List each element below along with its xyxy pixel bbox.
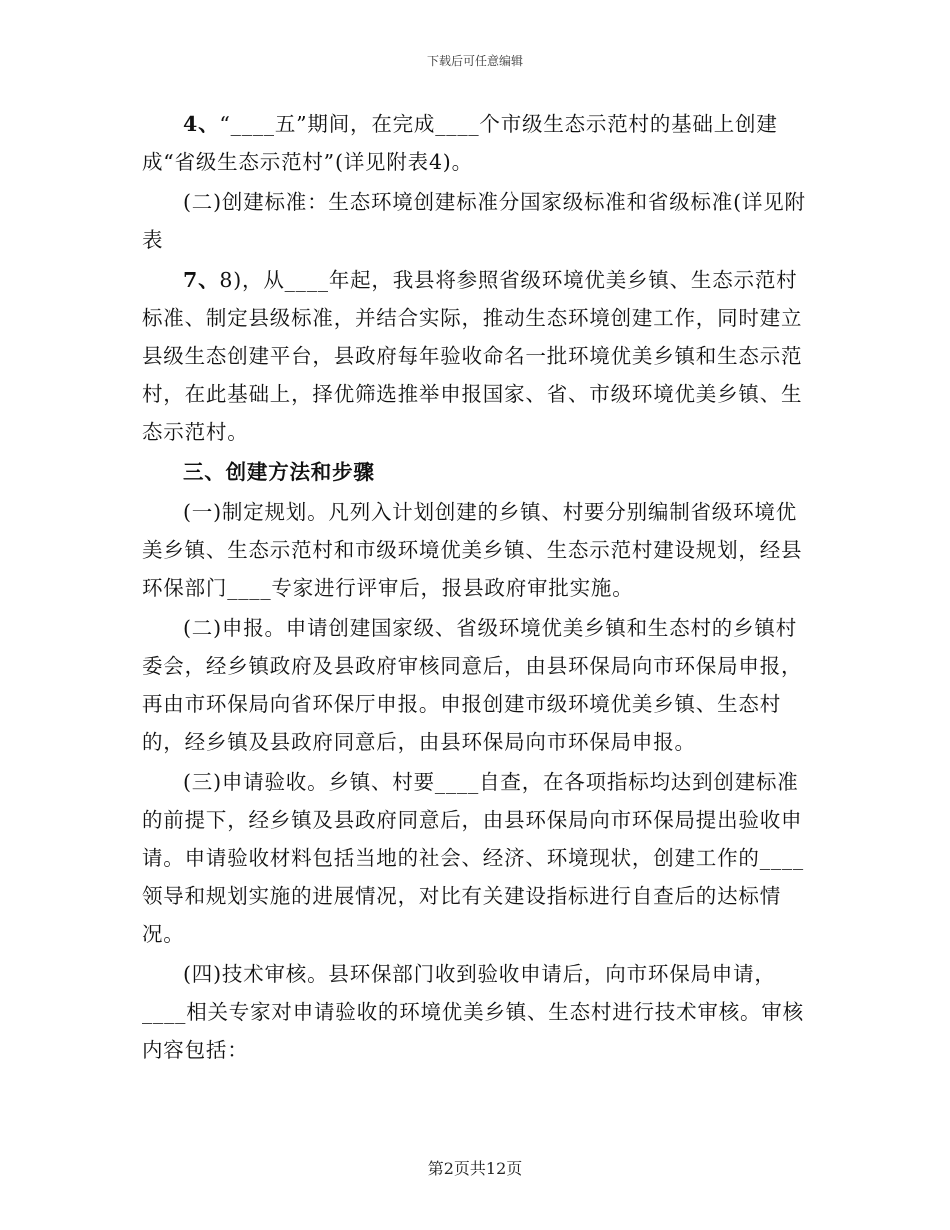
paragraph-county-standards [142,261,810,451]
paragraph-text: (一)制定规划。凡列入计划创建的乡镇、村要分别编制省级环境优美乡镇、生态示范村和市级环境优美乡镇、生态示范村建设规划，经县环保部门____专家进行评审后，报县政府审批实施。 [142,500,803,600]
paragraph-text: (三)申请验收。乡镇、村要____自查，在各项指标均达到创建标准的前提下，经乡镇及县政府同意后，由县环保局向市环保局提出验收申请。申请验收材料包括当地的社会、经济、环境现状，创建工作的____领导和规划实施的进展情况，对比有关建设指标进行自查后的达标情况。 [142,770,804,946]
paragraph-text: “____五”期间，在完成____个市级生态示范村的基础上创建成“省级生态示范村”(详见附表4)。 [142,112,778,174]
paragraph-lead: 7、 [183,268,220,292]
heading-text: 三、创建方法和步骤 [183,460,375,484]
paragraph-application [142,609,810,761]
page-number: 第2页共12页 [427,1159,523,1178]
paragraph-text: (二)创建标准：生态环境创建标准分国家级标准和省级标准(详见附表 [142,190,806,252]
page-header: 下载后可任意编辑 [426,54,523,68]
paragraph-text: (四)技术审核。县环保部门收到验收申请后，向市环保局申请，____相关专家对申请验收的环境优美乡镇、生态村进行技术审核。审核内容包括： [142,962,804,1062]
paragraph-technical-review [142,955,810,1069]
paragraph-target-4 [142,105,810,181]
paragraph-acceptance [142,763,810,953]
paragraph-text: (二)申报。申请创建国家级、省级环境优美乡镇和生态村的乡镇村委会，经乡镇政府及县政府审核同意后，由县环保局向市环保局申报，再由市环保局向省环保厅申报。申报创建市级环境优美乡镇、生态村的，经乡镇及县政府同意后，由县环保局向市环保局申报。 [142,616,803,754]
paragraph-lead: 4、 [183,112,220,136]
paragraph-standards [142,183,810,259]
paragraph-text: 8)，从____年起，我县将参照省级环境优美乡镇、生态示范村标准、制定县级标准，并结合实际，推动生态环境创建工作，同时建立县级生态创建平台，县政府每年验收命名一批环境优美乡镇和生态示范村，在此基础上，择优筛选推举申报国家、省、市级环境优美乡镇、生态示范村。 [142,268,803,444]
paragraph-planning [142,493,810,607]
section-heading-methods [142,453,810,491]
document-body [142,105,810,1071]
